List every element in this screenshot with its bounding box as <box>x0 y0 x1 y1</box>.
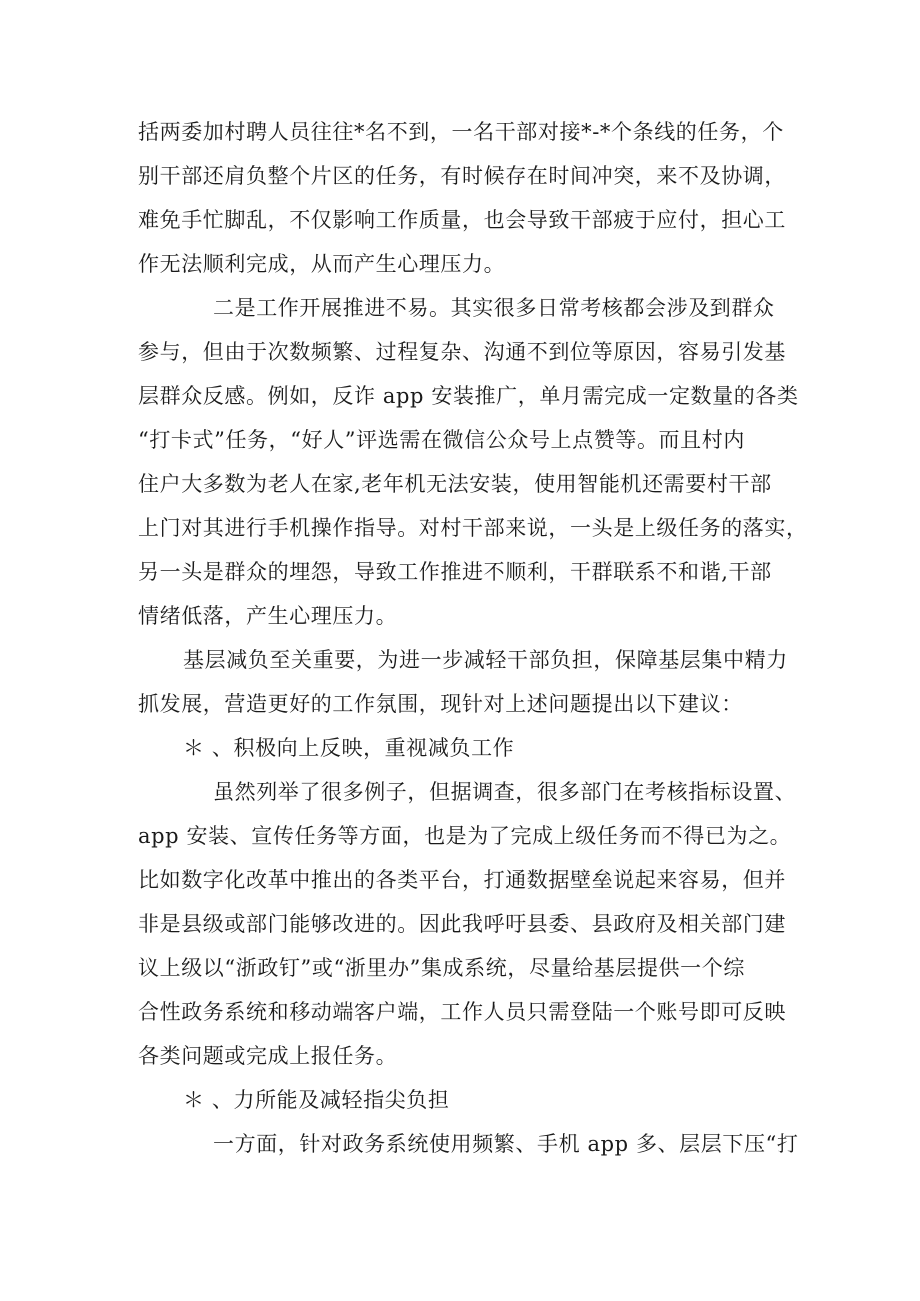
text-line: 作无法顺利完成，从而产生心理压力。 <box>138 252 506 276</box>
section-heading: ＊ 、积极向上反映，重视减负工作 <box>183 736 515 760</box>
text-line: 括两委加村聘人员往往*名不到，一名干部对接*-*个条线的任务，个 <box>138 120 784 144</box>
section-heading: ＊ 、力所能及减轻指尖负担 <box>183 1088 450 1112</box>
text-line: 情绪低落，产生心理压力。 <box>138 604 398 628</box>
text-line: 二是工作开展推进不易。其实很多日常考核都会涉及到群众 <box>213 296 775 320</box>
text-line: 各类问题或完成上报任务。 <box>138 1044 398 1068</box>
text-line: 参与，但由于次数频繁、过程复杂、沟通不到位等原因，容易引发基 <box>138 340 786 364</box>
text-line: 别干部还肩负整个片区的任务，有时候存在时间冲突，来不及协调， <box>138 164 786 188</box>
text-line: 抓发展，营造更好的工作氛围，现针对上述问题提出以下建议： <box>138 692 743 716</box>
text-line: 住户大多数为老人在家,老年机无法安装，使用智能机还需要村干部 <box>138 472 772 496</box>
text-line: 难免手忙脚乱，不仅影响工作质量，也会导致干部疲于应付，担心工 <box>138 208 786 232</box>
text-line: 虽然列举了很多例子，但据调查，很多部门在考核指标设置、 <box>213 780 797 804</box>
text-line: 层群众反感。例如，反诈 app 安装推广，单月需完成一定数量的各类 <box>138 384 799 408</box>
text-line: 上门对其进行手机操作指导。对村干部来说，一头是上级任务的落实， <box>138 516 808 540</box>
text-line: 议上级以“浙政钉”或“浙里办”集成系统，尽量给基层提供一个综 <box>138 956 745 980</box>
text-line: 非是县级或部门能够改进的。因此我呼吁县委、县政府及相关部门建 <box>138 912 786 936</box>
text-line: “打卡式”任务，“好人”评选需在微信公众号上点赞等。而且村内 <box>138 428 745 452</box>
text-line: 另一头是群众的埋怨，导致工作推进不顺利，干群联系不和谐,干部 <box>138 560 772 584</box>
text-line: app 安装、宣传任务等方面，也是为了完成上级任务而不得已为之。 <box>138 824 792 848</box>
text-line: 一方面，针对政务系统使用频繁、手机 app 多、层层下压“打 <box>213 1132 799 1156</box>
text-line: 基层减负至关重要，为进一步减轻干部负担，保障基层集中精力 <box>183 648 788 672</box>
text-line: 比如数字化改革中推出的各类平台，打通数据壁垒说起来容易，但并 <box>138 868 786 892</box>
text-line: 合性政务系统和移动端客户端，工作人员只需登陆一个账号即可反映 <box>138 1000 786 1024</box>
